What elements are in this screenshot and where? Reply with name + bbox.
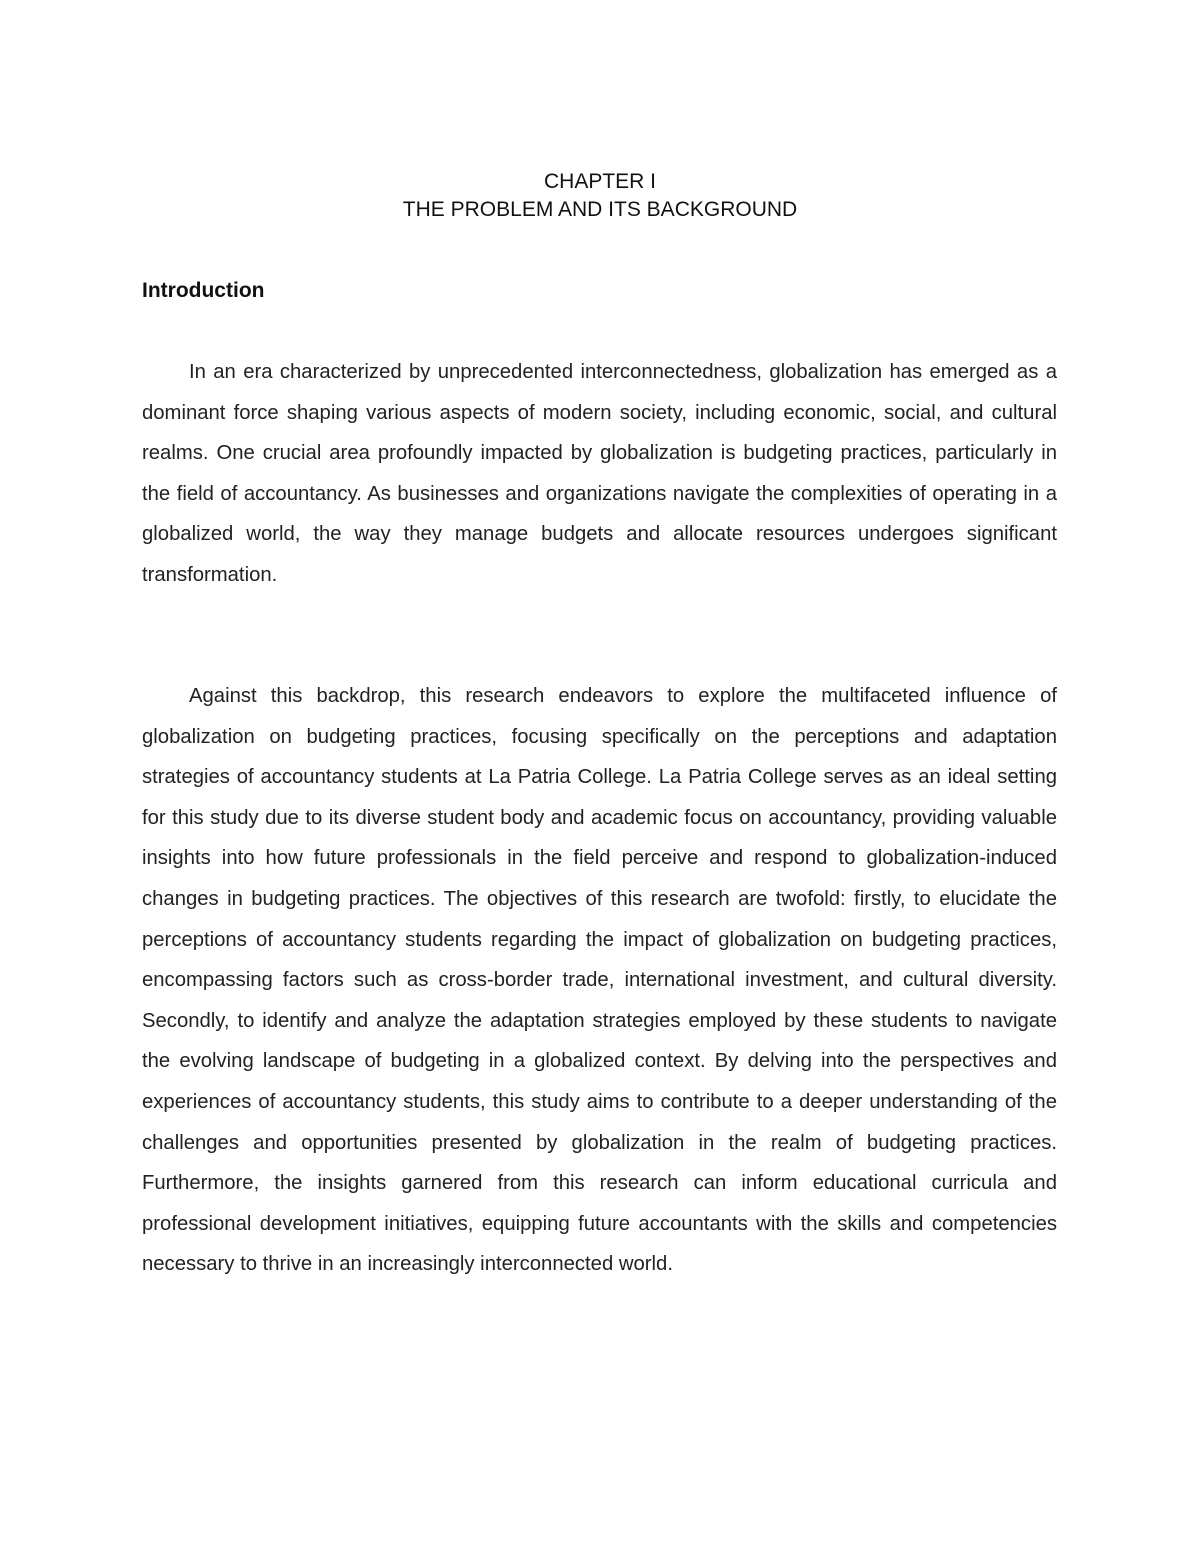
chapter-number: CHAPTER I [543,170,656,193]
body-paragraph-2: Against this backdrop, this research endeavors to explore the multifaceted influence of globalization on budgeting practices, focusing specifically on the perceptions and adaptation strategies of accountancy students at La Patria College. La Patria College serves as an ideal setting for this study due to its diverse student body and academic focus on accountancy, providing valuable insights into how future professionals in the field perceive and respond to globalization-induced changes in budgeting practices. The objectives of this research are twofold: firstly, to elucidate the perceptions of accountancy students regarding the impact of globalization on budgeting practices, encompassing factors such as cross-border trade, international investment, and cultural diversity. Secondly, to identify and analyze the adaptation strategies employed by these students to navigate the evolving landscape of budgeting in a globalized context. By delving into the perspectives and experiences of accountancy students, this study aims to contribute to a deeper understanding of the challenges and opportunities presented by globalization in the realm of budgeting practices. Furthermore, the insights garnered from this research can inform educational curricula and professional development initiatives, equipping future accountants with the skills and competencies necessary to thrive in an increasingly interconnected world. [142,685,1057,1276]
chapter-title: THE PROBLEM AND ITS BACKGROUND [402,198,798,221]
section-heading: Introduction [142,279,265,302]
body-paragraph-1: In an era characterized by unprecedented interconnectedness, globalization has emerged as a dominant force shaping various aspects of modern society, including economic, social, and cultural realms. One crucial area profoundly impacted by globalization is budgeting practices, particularly in the field of accountancy. As businesses and organizations navigate the complexities of operating in a globalized world, the way they manage budgets and allocate resources undergoes significant transformation. [142,361,1057,586]
